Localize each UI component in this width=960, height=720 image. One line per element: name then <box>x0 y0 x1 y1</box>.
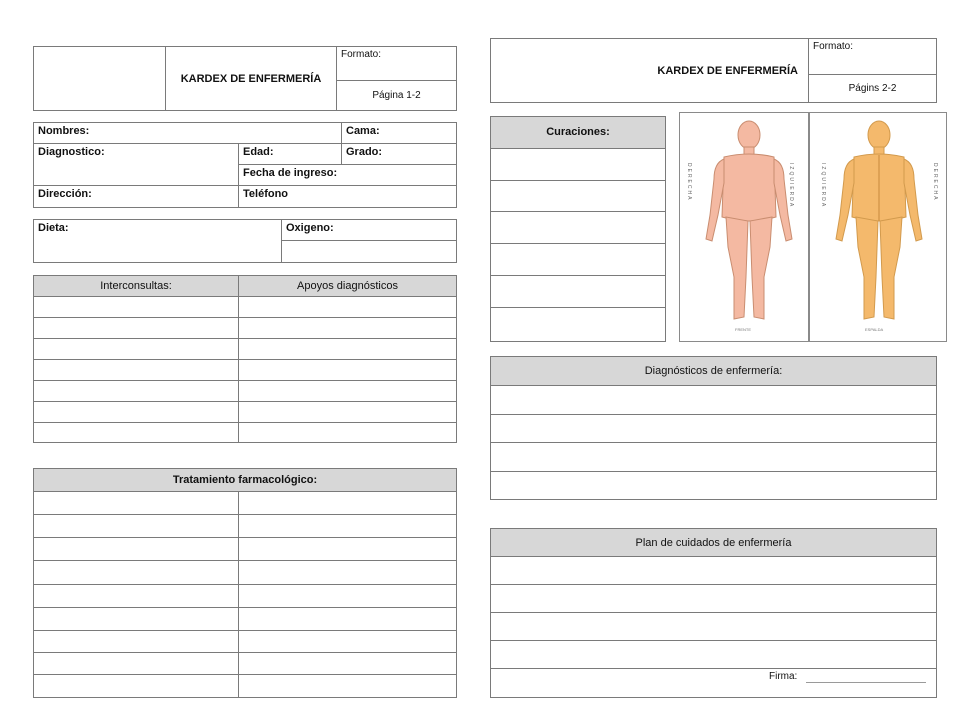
front-caption: FRENTE <box>735 327 751 332</box>
table-cell[interactable] <box>239 381 457 402</box>
table-cell[interactable] <box>34 339 239 360</box>
table-cell[interactable] <box>491 276 666 308</box>
table-cell[interactable] <box>491 641 937 669</box>
firma-label: Firma: <box>769 671 798 682</box>
table-cell[interactable] <box>34 607 239 630</box>
figure-divider <box>808 113 810 341</box>
table-cell[interactable] <box>491 613 937 641</box>
page1-title: KARDEX DE ENFERMERÍA <box>166 47 337 111</box>
oxigeno-value-cell[interactable] <box>282 241 457 263</box>
interconsultas-header: Interconsultas: <box>34 276 239 297</box>
table-cell[interactable] <box>34 402 239 423</box>
table-cell[interactable] <box>34 652 239 674</box>
page1-pagina: Página 1-2 <box>337 81 457 111</box>
table-cell[interactable] <box>239 652 457 674</box>
curaciones-header: Curaciones: <box>491 117 666 149</box>
table-cell[interactable] <box>239 360 457 381</box>
table-cell[interactable] <box>34 318 239 339</box>
direccion-field[interactable]: Dirección: <box>34 186 239 208</box>
nombres-field[interactable]: Nombres: <box>34 123 342 144</box>
front-body-figure[interactable] <box>690 117 808 329</box>
table-cell[interactable] <box>491 307 666 341</box>
page2-header <box>490 38 937 103</box>
table-cell[interactable] <box>491 472 937 500</box>
table-cell[interactable] <box>491 585 937 613</box>
tratamiento-header: Tratamiento farmacológico: <box>34 469 457 492</box>
table-cell[interactable] <box>34 674 239 697</box>
table-cell[interactable] <box>239 584 457 607</box>
table-cell[interactable] <box>239 538 457 561</box>
fecha-ingreso-field[interactable]: Fecha de ingreso: <box>239 165 457 186</box>
table-cell[interactable] <box>239 492 457 515</box>
table-cell[interactable] <box>34 584 239 607</box>
patient-info-table <box>33 122 457 208</box>
diagnosticos-table <box>490 356 937 500</box>
consult-table <box>33 275 457 443</box>
page2-formato: Formato: <box>809 39 937 75</box>
front-right-side-label: IZQUIERDA <box>788 163 794 209</box>
diagnostico-field[interactable]: Diagnostico: <box>34 144 239 186</box>
back-left-side-label: IZQUIERDA <box>820 163 826 209</box>
plan-cuidados-header: Plan de cuidados de enfermería <box>491 529 937 557</box>
page2-pagina: Págins 2-2 <box>809 75 937 103</box>
table-cell[interactable] <box>34 515 239 538</box>
plan-cuidados-table <box>490 528 937 698</box>
table-cell[interactable] <box>34 538 239 561</box>
table-cell[interactable] <box>34 423 239 443</box>
body-figures-panel <box>679 112 947 342</box>
page1-formato: Formato: <box>337 47 457 81</box>
front-left-side-label: DERECHA <box>686 163 692 202</box>
table-cell[interactable] <box>34 492 239 515</box>
diagnosticos-header: Diagnósticos de enfermería: <box>491 357 937 386</box>
dieta-oxigeno-table <box>33 219 457 263</box>
table-cell[interactable] <box>239 318 457 339</box>
curaciones-table <box>490 116 666 342</box>
table-cell[interactable] <box>239 423 457 443</box>
table-cell[interactable] <box>491 415 937 443</box>
table-cell[interactable] <box>34 630 239 652</box>
table-cell[interactable] <box>491 386 937 415</box>
page2-title: KARDEX DE ENFERMERÍA <box>491 39 809 103</box>
grado-field[interactable]: Grado: <box>342 144 457 165</box>
table-cell[interactable] <box>239 515 457 538</box>
table-cell[interactable] <box>491 244 666 276</box>
table-cell[interactable] <box>34 360 239 381</box>
cama-field[interactable]: Cama: <box>342 123 457 144</box>
table-cell[interactable] <box>239 674 457 697</box>
telefono-field[interactable]: Teléfono <box>239 186 457 208</box>
table-cell[interactable] <box>239 339 457 360</box>
table-cell[interactable] <box>491 212 666 244</box>
oxigeno-field[interactable]: Oxigeno: <box>282 220 457 241</box>
table-cell[interactable] <box>491 443 937 472</box>
apoyos-header: Apoyos diagnósticos <box>239 276 457 297</box>
firma-line[interactable] <box>806 682 926 683</box>
table-cell[interactable] <box>239 607 457 630</box>
treatment-table <box>33 468 457 698</box>
table-cell[interactable] <box>491 148 666 180</box>
table-cell[interactable] <box>239 402 457 423</box>
page1-header <box>33 46 457 111</box>
table-cell[interactable] <box>34 381 239 402</box>
table-cell[interactable] <box>491 557 937 585</box>
table-cell[interactable] <box>239 630 457 652</box>
back-right-side-label: DERECHA <box>932 163 938 202</box>
firma-row[interactable] <box>491 669 937 698</box>
back-caption: ESPALDA <box>865 327 884 332</box>
table-cell[interactable] <box>34 297 239 318</box>
table-cell[interactable] <box>34 561 239 584</box>
back-body-figure[interactable] <box>820 117 938 329</box>
page1-logo-cell <box>34 47 166 111</box>
edad-field[interactable]: Edad: <box>239 144 342 165</box>
table-cell[interactable] <box>239 561 457 584</box>
table-cell[interactable] <box>239 297 457 318</box>
table-cell[interactable] <box>491 180 666 212</box>
dieta-field[interactable]: Dieta: <box>34 220 282 263</box>
